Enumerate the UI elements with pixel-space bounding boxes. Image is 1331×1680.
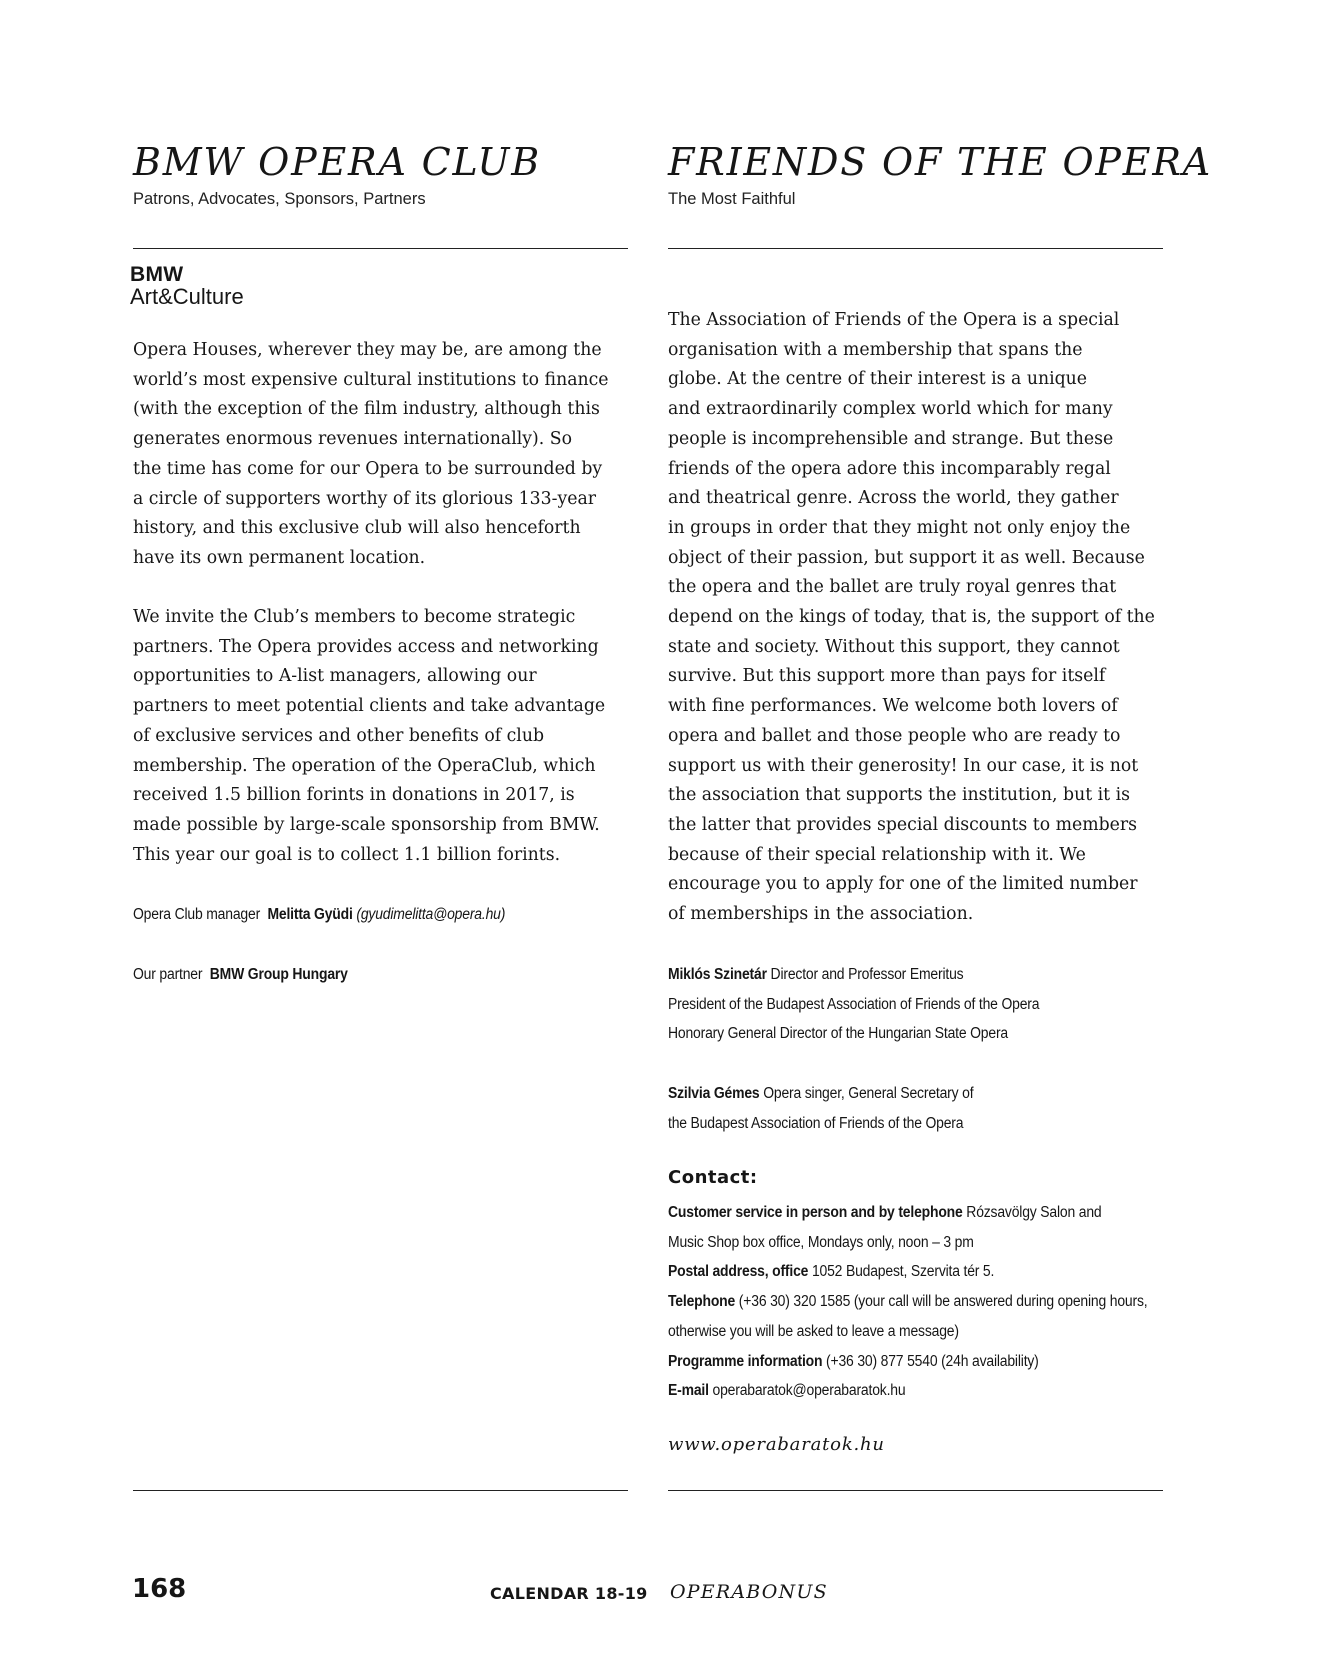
programme-value: (+36 30) 877 5540 (24h availability) [826,1352,1039,1370]
manager-name: Melitta Gyüdi [267,906,353,923]
text-line: (with the exception of the film industry, although this [133,399,600,420]
person-title: Honorary General Director of the Hungarian State Opera [668,1025,1008,1043]
contact-postal-line [668,1257,1147,1287]
programme-label: Programme information [668,1352,823,1370]
telephone-value: otherwise you will be asked to leave a message) [668,1322,959,1340]
telephone-value: (+36 30) 320 1585 (your call will be answered during opening hours, [738,1293,1148,1311]
logo-bmw-text: BMW [130,263,184,286]
person-gemes [668,1079,973,1138]
person-name: Miklós Szinetár [668,966,767,983]
person-line [668,1079,973,1109]
text-line: of memberships in the association. [668,904,974,925]
text-line: made possible by large-scale sponsorship from BMW. [133,814,600,835]
contact-title: Contact: [668,1167,758,1188]
our-partner [133,960,348,990]
text-line: history, and this exclusive club will also henceforth [133,518,581,539]
manager-email: (gyudimelitta@opera.hu) [356,906,506,923]
text-line: encourage you to apply for one of the limited number [668,874,1138,895]
text-line: opera and ballet and those people who are ready to [668,725,1121,746]
contact-details [668,1198,1147,1406]
text-line: and extraordinarily complex world which for many [668,399,1113,420]
opera-club-manager [133,900,505,930]
manager-label: Opera Club manager [133,906,261,923]
text-line: survive. But this support more than pays for itself [668,666,1106,687]
text-line: Opera Houses, wherever they may be, are among the [133,340,602,360]
email-value[interactable]: operabaratok@operabaratok.hu [712,1382,906,1400]
text-line: because of their special relationship with it. We [668,844,1086,865]
text-line: of exclusive services and other benefits of club [133,725,545,746]
right-bottom-rule [668,1490,1163,1491]
partner-label: Our partner [133,966,203,983]
person-title: President of the Budapest Association of Friends of the Opera [668,995,1040,1013]
contact-programme-line [668,1347,1147,1377]
contact-email-line [668,1376,1147,1406]
footer-section: OPERABONUS [670,1581,828,1603]
contact-service-line [668,1198,1147,1228]
friends-of-the-opera-heading: FRIENDS OF THE OPERA [668,140,1212,184]
text-line: have its own permanent location. [133,547,426,568]
postal-label: Postal address, office [668,1263,809,1281]
right-top-rule [668,248,1163,249]
text-line: state and society. Without this support, they cannot [668,636,1120,657]
email-label: E-mail [668,1382,709,1400]
text-line: world’s most expensive cultural institutions to finance [133,369,609,390]
partner-name: BMW Group Hungary [209,966,348,983]
text-line: partners. The Opera provides access and networking [133,636,599,657]
bmw-art-culture-logo [130,264,244,308]
text-line: membership. The operation of the OperaClub, which [133,755,596,776]
text-line: opportunities to A-list managers, allowing our [133,666,537,687]
service-label: Customer service in person and by telephone [668,1204,963,1221]
person-line [668,960,1039,990]
friends-of-the-opera-subtitle: The Most Faithful [668,190,796,208]
footer-calendar: CALENDAR 18-19 [490,1584,648,1603]
person-title: Opera singer, General Secretary of [763,1085,974,1102]
person-title: the Budapest Association of Friends of the Opera [668,1114,964,1132]
text-line: This year our goal is to collect 1.1 billion forints. [133,844,561,865]
left-paragraph-1 [133,336,633,574]
text-line: the association that supports the institution, but it is [668,785,1131,806]
text-line: the opera and the ballet are truly royal genres that [668,577,1117,598]
text-line: We invite the Club’s members to become strategic [133,607,576,627]
person-name: Szilvia Gémes [668,1085,760,1102]
left-bottom-rule [133,1490,628,1491]
text-line: with fine performances. We welcome both lovers of [668,696,1118,717]
text-line: people is incomprehensible and strange. But these [668,428,1114,449]
text-line: The Association of Friends of the Opera is a special [668,310,1120,330]
website-link[interactable]: www.operabaratok.hu [668,1434,885,1455]
person-title: Director and Professor Emeritus [770,966,964,983]
bmw-opera-club-heading: BMW OPERA CLUB [133,140,541,184]
text-line: organisation with a membership that spans the [668,339,1083,360]
text-line: the time has come for our Opera to be surrounded by [133,458,603,479]
service-value: Music Shop box office, Mondays only, noon – 3 pm [668,1233,974,1251]
contact-telephone-line [668,1287,1147,1317]
text-line: globe. At the centre of their interest is a unique [668,369,1088,390]
text-line: partners to meet potential clients and take advantage [133,696,606,717]
telephone-label: Telephone [668,1293,736,1311]
text-line: depend on the kings of today, that is, the support of the [668,607,1155,628]
left-paragraph-2 [133,603,633,870]
left-column-header [133,140,628,210]
text-line: and theatrical genre. Across the world, they gather [668,488,1119,509]
right-paragraph [668,306,1168,930]
text-line: object of their passion, but support it as well. Because [668,547,1145,568]
text-line: a circle of supporters worthy of its glorious 133-year [133,488,597,509]
page-number: 168 [132,1574,187,1604]
postal-value: 1052 Budapest, Szervita tér 5. [811,1263,995,1281]
service-value: Rózsavölgy Salon and [966,1204,1102,1221]
text-line: in groups in order that they might not only enjoy the [668,517,1131,538]
text-line: received 1.5 billion forints in donations in 2017, is [133,785,575,806]
logo-art-culture-text: Art&Culture [130,284,244,309]
text-line: generates enormous revenues internationally). So [133,429,572,450]
text-line: support us with their generosity! In our case, it is not [668,755,1139,776]
person-szinetar [668,960,1039,1049]
text-line: the latter that provides special discounts to members [668,814,1138,835]
text-line: friends of the opera adore this incomparably regal [668,458,1111,479]
right-column-header [668,140,1212,210]
bmw-opera-club-subtitle: Patrons, Advocates, Sponsors, Partners [133,190,426,208]
left-top-rule [133,248,628,249]
